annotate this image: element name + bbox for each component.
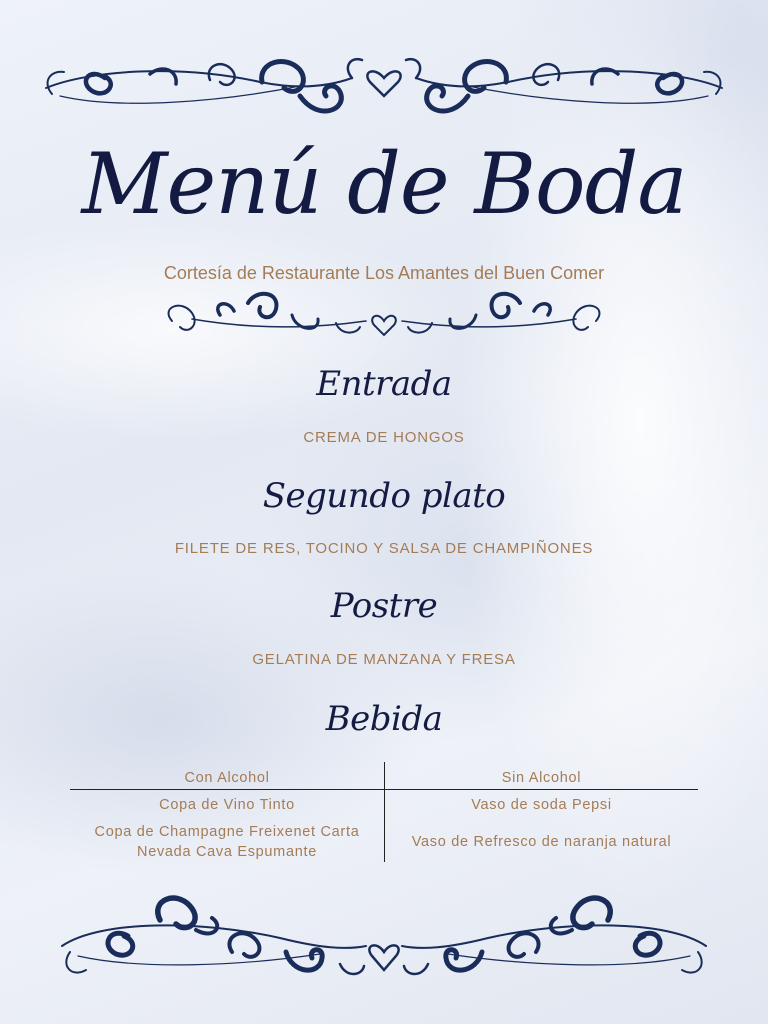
drink-item: Copa de Vino Tinto <box>159 797 295 813</box>
drink-item: Vaso de Refresco de naranja natural <box>411 834 672 850</box>
drinks-table <box>70 762 698 862</box>
drinks-header-con-alcohol: Con Alcohol <box>184 770 270 786</box>
mid-flourish-ornament <box>0 285 768 345</box>
item-segundo-plato: FILETE DE RES, TOCINO Y SALSA DE CHAMPIÑONES <box>174 540 594 557</box>
section-title-entrada: Entrada <box>316 364 452 404</box>
drinks-header-sin-alcohol: Sin Alcohol <box>501 770 582 786</box>
menu-subtitle: Cortesía de Restaurante Los Amantes del Buen Comer <box>163 263 605 283</box>
section-title-segundo-plato: Segundo plato <box>262 476 506 516</box>
bottom-flourish-ornament <box>0 890 768 990</box>
item-postre: GELATINA DE MANZANA Y FRESA <box>252 651 516 668</box>
top-flourish-ornament <box>0 30 768 125</box>
section-title-postre: Postre <box>330 586 438 626</box>
drink-item: Vaso de soda Pepsi <box>471 797 612 813</box>
drink-item: Copa de Champagne Freixenet Carta Nevada Cava Espumante <box>94 824 360 860</box>
drinks-header-divider <box>70 789 698 790</box>
item-entrada: CREMA DE HONGOS <box>303 429 465 446</box>
section-title-bebida: Bebida <box>325 699 443 739</box>
menu-title: Menú de Boda <box>81 135 687 233</box>
